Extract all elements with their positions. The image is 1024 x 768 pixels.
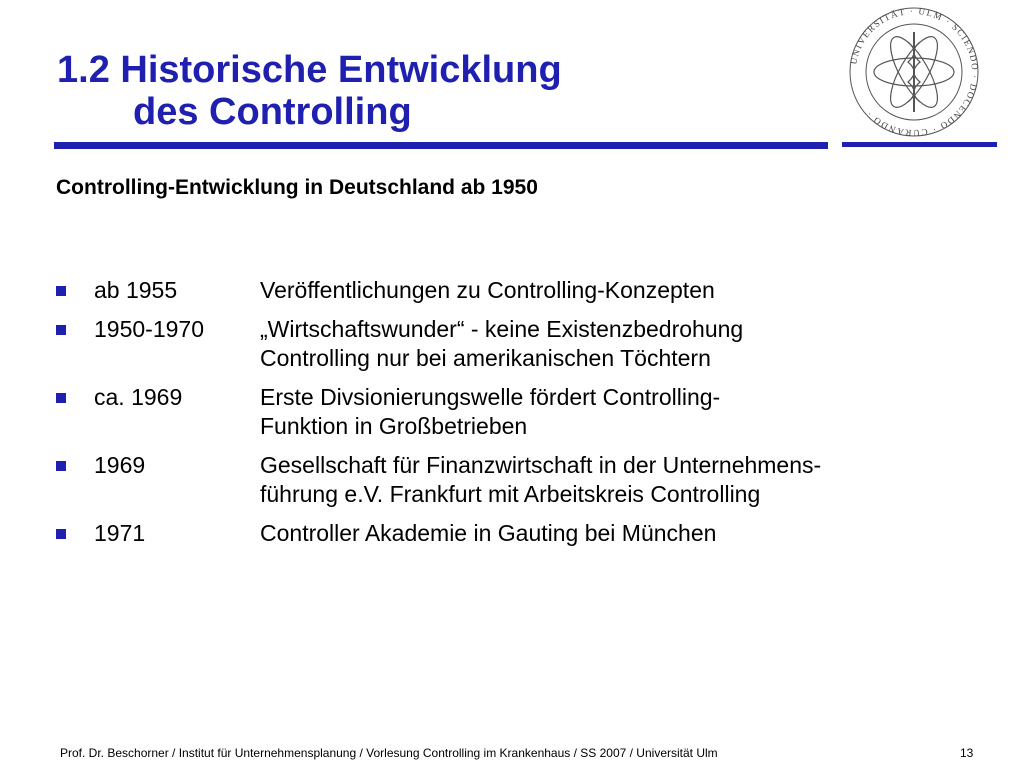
square-bullet-icon [56, 325, 66, 335]
item-text: „Wirtschaftswunder“ - keine Existenzbedrohung Controlling nur bei amerikanischen Töchtern [260, 316, 744, 371]
list-item [56, 315, 1006, 373]
item-year: 1969 [94, 452, 146, 478]
title-divider [54, 142, 828, 149]
square-bullet-icon [56, 461, 66, 471]
slide-title [57, 49, 562, 133]
item-year: ab 1955 [94, 277, 178, 303]
list-item [56, 276, 1006, 305]
slide-title-line1: 1.2 Historische Entwicklung [57, 49, 562, 91]
list-item [56, 519, 1006, 548]
item-text: Erste Divsionierungswelle fördert Controlling- Funktion in Großbetrieben [260, 384, 721, 439]
item-year: 1950-1970 [94, 316, 204, 342]
item-year: ca. 1969 [94, 384, 183, 410]
item-text: Gesellschaft für Finanzwirtschaft in der Unternehmens- führung e.V. Frankfurt mit Arbeitskreis Controlling [260, 452, 822, 507]
bullet-list [56, 276, 1006, 558]
university-seal-logo [838, 7, 990, 137]
item-year: 1971 [94, 520, 146, 546]
slide-title-line2: des Controlling [133, 91, 412, 133]
item-text: Veröffentlichungen zu Controlling-Konzepten [260, 277, 715, 303]
square-bullet-icon [56, 529, 66, 539]
square-bullet-icon [56, 286, 66, 296]
slide-subtitle: Controlling-Entwicklung in Deutschland ab 1950 [56, 176, 538, 199]
list-item [56, 451, 1006, 509]
logo-divider [842, 142, 997, 147]
footer-text: Prof. Dr. Beschorner / Institut für Unternehmensplanung / Vorlesung Controlling im Krankenhaus / SS 2007 / Universität Ulm [60, 746, 718, 760]
seal-ring-text: UNIVERSITÄT · ULM · SCIENDO · DOCENDO · CURANDO · [848, 7, 981, 137]
item-text: Controller Akademie in Gauting bei München [260, 520, 717, 546]
square-bullet-icon [56, 393, 66, 403]
list-item [56, 383, 1006, 441]
page-number: 13 [960, 746, 974, 760]
